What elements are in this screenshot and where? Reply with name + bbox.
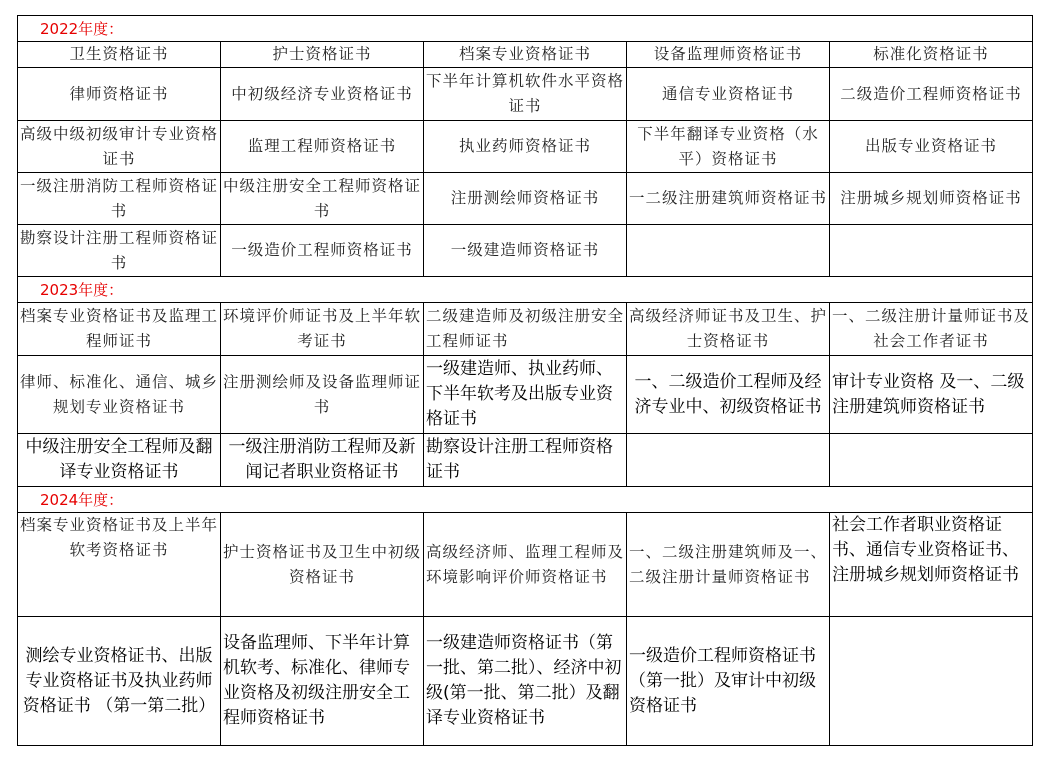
table-cell: 注册测绘师及设备监理师证书 (221, 356, 424, 434)
table-row (18, 303, 1033, 356)
table-cell: 注册城乡规划师资格证书 (830, 173, 1033, 225)
table-cell: 中级注册安全工程师资格证书 (221, 173, 424, 225)
table-cell: 高级中级初级审计专业资格证书 (18, 121, 221, 173)
table-cell: 护士资格证书及卫生中初级资格证书 (221, 513, 424, 617)
year-row-2022 (18, 16, 1033, 42)
year-label-2022: 2022年度： (18, 16, 1033, 42)
certificate-schedule-table (17, 15, 1033, 746)
table-cell: 中初级经济专业资格证书 (221, 68, 424, 121)
table-cell: 一二级注册建筑师资格证书 (627, 173, 830, 225)
table-cell: 一级造价工程师资格证书（第一批）及审计中初级资格证书 (627, 617, 830, 746)
table-cell: 高级经济师证书及卫生、护士资格证书 (627, 303, 830, 356)
table-cell: 档案专业资格证书及上半年软考资格证书 (18, 513, 221, 617)
table-cell: 下半年翻译专业资格（水平）资格证书 (627, 121, 830, 173)
table-cell: 设备监理师、下半年计算机软考、标准化、律师专业资格及初级注册安全工程师资格证书 (221, 617, 424, 746)
table-row (18, 356, 1033, 434)
table-row (18, 434, 1033, 487)
table-cell (830, 225, 1033, 277)
table-cell: 一级建造师、执业药师、下半年软考及出版专业资格证书 (424, 356, 627, 434)
table-cell: 卫生资格证书 (18, 42, 221, 68)
table-row (18, 225, 1033, 277)
table-cell: 中级注册安全工程师及翻译专业资格证书 (18, 434, 221, 487)
table-row (18, 68, 1033, 121)
table-cell (627, 434, 830, 487)
table-cell: 社会工作者职业资格证书、通信专业资格证书、注册城乡规划师资格证书 (830, 513, 1033, 617)
table-cell: 下半年计算机软件水平资格证书 (424, 68, 627, 121)
table-cell: 二级建造师及初级注册安全工程师证书 (424, 303, 627, 356)
table-row (18, 173, 1033, 225)
table-cell: 勘察设计注册工程师资格证书 (424, 434, 627, 487)
table-cell: 注册测绘师资格证书 (424, 173, 627, 225)
table-cell: 设备监理师资格证书 (627, 42, 830, 68)
table-cell (830, 434, 1033, 487)
table-cell: 档案专业资格证书 (424, 42, 627, 68)
table-cell: 档案专业资格证书及监理工程师证书 (18, 303, 221, 356)
table-cell: 通信专业资格证书 (627, 68, 830, 121)
table-cell: 监理工程师资格证书 (221, 121, 424, 173)
table-cell (830, 617, 1033, 746)
table-cell: 一级注册消防工程师及新闻记者职业资格证书 (221, 434, 424, 487)
table-cell: 标准化资格证书 (830, 42, 1033, 68)
table-row (18, 42, 1033, 68)
table-row (18, 513, 1033, 617)
year-row-2024 (18, 487, 1033, 513)
table-cell: 出版专业资格证书 (830, 121, 1033, 173)
table-cell: 护士资格证书 (221, 42, 424, 68)
table-cell: 执业药师资格证书 (424, 121, 627, 173)
year-label-2024: 2024年度： (18, 487, 1033, 513)
table-cell: 律师、标准化、通信、城乡规划专业资格证书 (18, 356, 221, 434)
table-cell: 二级造价工程师资格证书 (830, 68, 1033, 121)
table-cell: 一级注册消防工程师资格证书 (18, 173, 221, 225)
year-row-2023 (18, 277, 1033, 303)
table-cell: 一、二级注册计量师证书及社会工作者证书 (830, 303, 1033, 356)
table-row (18, 121, 1033, 173)
table-row (18, 617, 1033, 746)
table-cell: 一级建造师资格证书（第一批、第二批）、经济中初级(第一批、第二批）及翻译专业资格证书 (424, 617, 627, 746)
table-cell: 一级造价工程师资格证书 (221, 225, 424, 277)
table-cell: 高级经济师、监理工程师及环境影响评价师资格证书 (424, 513, 627, 617)
table-cell: 律师资格证书 (18, 68, 221, 121)
table-cell: 勘察设计注册工程师资格证书 (18, 225, 221, 277)
table-cell: 环境评价师证书及上半年软考证书 (221, 303, 424, 356)
table-cell: 一、二级造价工程师及经济专业中、初级资格证书 (627, 356, 830, 434)
table-cell (627, 225, 830, 277)
year-label-2023: 2023年度： (18, 277, 1033, 303)
table-cell: 一级建造师资格证书 (424, 225, 627, 277)
table-cell: 一、二级注册建筑师及一、二级注册计量师资格证书 (627, 513, 830, 617)
table-cell: 测绘专业资格证书、出版专业资格证书及执业药师资格证书 （第一第二批） (18, 617, 221, 746)
table-cell: 审计专业资格 及一、二级注册建筑师资格证书 (830, 356, 1033, 434)
